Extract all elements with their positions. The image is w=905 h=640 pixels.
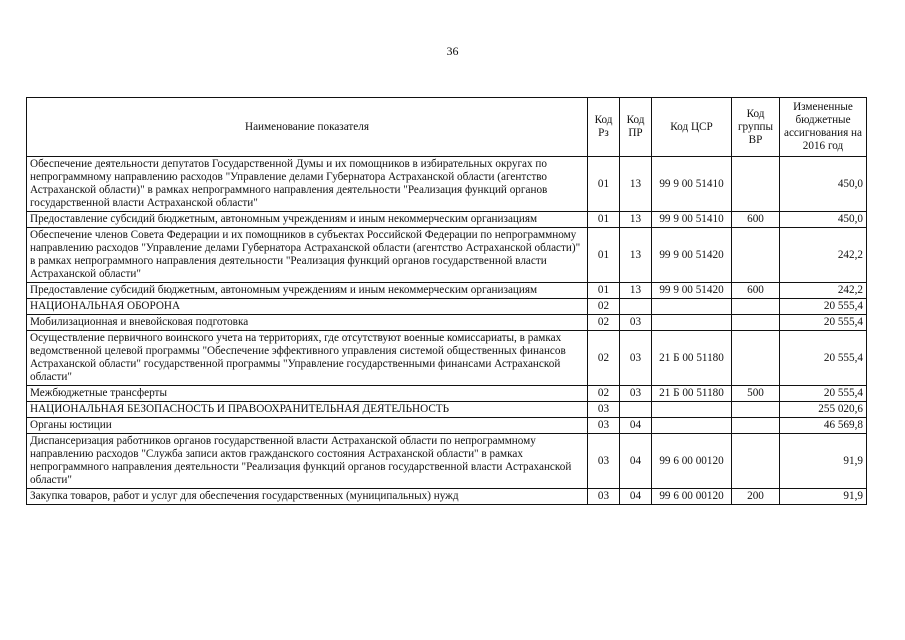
row-rz: 01 — [588, 212, 620, 228]
row-name: Органы юстиции — [27, 418, 588, 434]
row-rz: 02 — [588, 331, 620, 386]
row-pr — [620, 402, 652, 418]
row-rz: 03 — [588, 418, 620, 434]
row-rz: 03 — [588, 402, 620, 418]
row-csr: 99 9 00 51410 — [652, 157, 732, 212]
row-csr: 21 Б 00 51180 — [652, 331, 732, 386]
row-name: Осуществление первичного воинского учета на территориях, где отсутствуют военные комиссариаты, в рамках ведомственной целевой программы "Обеспечение эффективного управления системой общественных финансов Астраханской области" государственной программы "Управление государственными финансами Астраханской области" — [27, 331, 588, 386]
row-vr — [732, 228, 780, 283]
row-rz: 02 — [588, 386, 620, 402]
row-csr — [652, 418, 732, 434]
row-pr: 04 — [620, 489, 652, 505]
row-amount: 242,2 — [780, 283, 867, 299]
table-row — [27, 386, 867, 402]
row-csr: 99 9 00 51420 — [652, 228, 732, 283]
row-name: Закупка товаров, работ и услуг для обеспечения государственных (муниципальных) нужд — [27, 489, 588, 505]
row-vr: 200 — [732, 489, 780, 505]
header-vr: Код группы ВР — [732, 98, 780, 157]
row-name: НАЦИОНАЛЬНАЯ БЕЗОПАСНОСТЬ И ПРАВООХРАНИТЕЛЬНАЯ ДЕЯТЕЛЬНОСТЬ — [27, 402, 588, 418]
table-row — [27, 212, 867, 228]
row-vr — [732, 434, 780, 489]
row-amount: 91,9 — [780, 434, 867, 489]
row-name: Предоставление субсидий бюджетным, автономным учреждениям и иным некоммерческим организациям — [27, 212, 588, 228]
row-pr: 13 — [620, 157, 652, 212]
row-amount: 20 555,4 — [780, 299, 867, 315]
row-vr — [732, 157, 780, 212]
row-rz: 01 — [588, 157, 620, 212]
row-name: Мобилизационная и вневойсковая подготовка — [27, 315, 588, 331]
row-rz: 02 — [588, 315, 620, 331]
row-pr: 04 — [620, 434, 652, 489]
row-name: Диспансеризация работников органов государственной власти Астраханской области по непрограммному направлению расходов "Служба записи актов гражданского состояния Астраханской области" в рамках непрограммного направления деятельности "Реализация функций органов государственной власти Астраханской области" — [27, 434, 588, 489]
row-amount: 255 020,6 — [780, 402, 867, 418]
row-amount: 450,0 — [780, 157, 867, 212]
row-csr: 99 9 00 51410 — [652, 212, 732, 228]
row-amount: 450,0 — [780, 212, 867, 228]
row-csr — [652, 402, 732, 418]
table-row — [27, 402, 867, 418]
row-pr: 13 — [620, 228, 652, 283]
row-csr: 99 6 00 00120 — [652, 489, 732, 505]
header-pr: Код ПР — [620, 98, 652, 157]
table-row — [27, 283, 867, 299]
row-pr: 13 — [620, 283, 652, 299]
table-row — [27, 331, 867, 386]
row-csr — [652, 299, 732, 315]
row-vr — [732, 315, 780, 331]
table-row — [27, 157, 867, 212]
table-row — [27, 434, 867, 489]
row-amount: 20 555,4 — [780, 331, 867, 386]
row-name: Предоставление субсидий бюджетным, автономным учреждениям и иным некоммерческим организациям — [27, 283, 588, 299]
row-pr: 04 — [620, 418, 652, 434]
row-vr: 600 — [732, 283, 780, 299]
header-amount: Измененные бюджетные ассигнования на 2016 год — [780, 98, 867, 157]
table-row — [27, 228, 867, 283]
row-pr: 13 — [620, 212, 652, 228]
table-row — [27, 315, 867, 331]
row-amount: 20 555,4 — [780, 386, 867, 402]
row-name: НАЦИОНАЛЬНАЯ ОБОРОНА — [27, 299, 588, 315]
row-rz: 02 — [588, 299, 620, 315]
row-vr — [732, 402, 780, 418]
row-name: Обеспечение членов Совета Федерации и их помощников в субъектах Российской Федерации по непрограммному направлению расходов "Управление делами Губернатора Астраханской области (агентство Астраханской области)" в рамках непрограммного направления деятельности "Реализация функций органов государственной власти Астраханской области" — [27, 228, 588, 283]
row-amount: 91,9 — [780, 489, 867, 505]
row-rz: 03 — [588, 489, 620, 505]
row-vr: 600 — [732, 212, 780, 228]
row-vr — [732, 418, 780, 434]
table-row — [27, 489, 867, 505]
row-name: Обеспечение деятельности депутатов Государственной Думы и их помощников в избирательных округах по непрограммному направлению расходов "Управление делами Губернатора Астраханской области (агентство Астраханской области)" в рамках непрограммного направления деятельности "Реализация функций органов государственной власти Астраханской области" — [27, 157, 588, 212]
row-name: Межбюджетные трансферты — [27, 386, 588, 402]
row-csr — [652, 315, 732, 331]
table-header-row — [27, 98, 867, 157]
row-vr: 500 — [732, 386, 780, 402]
row-pr: 03 — [620, 331, 652, 386]
row-csr: 21 Б 00 51180 — [652, 386, 732, 402]
row-pr: 03 — [620, 315, 652, 331]
budget-table — [26, 97, 867, 505]
header-name: Наименование показателя — [27, 98, 588, 157]
row-rz: 01 — [588, 228, 620, 283]
table-row — [27, 418, 867, 434]
row-vr — [732, 331, 780, 386]
row-rz: 01 — [588, 283, 620, 299]
row-pr — [620, 299, 652, 315]
row-rz: 03 — [588, 434, 620, 489]
row-amount: 46 569,8 — [780, 418, 867, 434]
page-number: 36 — [446, 44, 459, 58]
row-csr: 99 6 00 00120 — [652, 434, 732, 489]
row-amount: 242,2 — [780, 228, 867, 283]
row-amount: 20 555,4 — [780, 315, 867, 331]
row-pr: 03 — [620, 386, 652, 402]
header-rz: Код Рз — [588, 98, 620, 157]
row-vr — [732, 299, 780, 315]
table-row — [27, 299, 867, 315]
header-csr: Код ЦСР — [652, 98, 732, 157]
row-csr: 99 9 00 51420 — [652, 283, 732, 299]
